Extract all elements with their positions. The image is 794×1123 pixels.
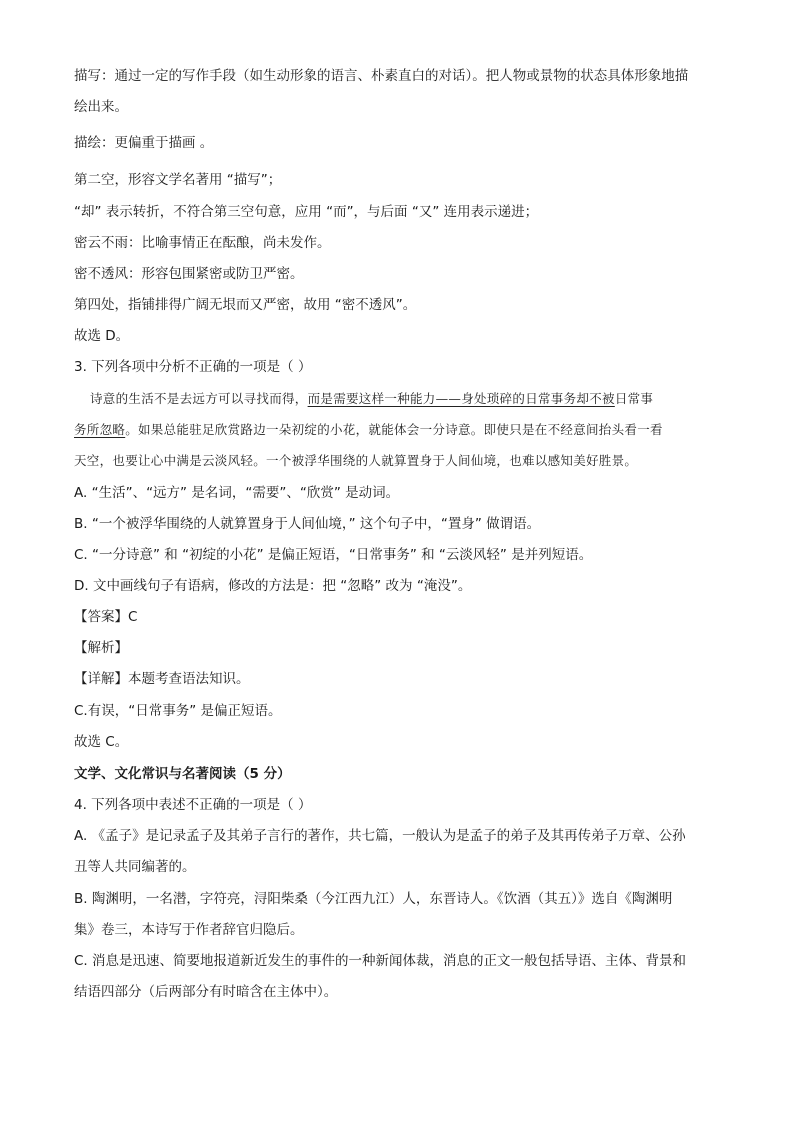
- text-line: 描写：通过一定的写作手段（如生动形象的语言、朴素直白的对话）。把人物或景物的状态具体形象地描: [74, 68, 689, 84]
- option-c: C. 消息是迅速、简要地报道新近发生的事件的一种新闻体裁，消息的正文一般包括导语、主体、背景和: [74, 953, 687, 969]
- option-a: A. “生活”、“远方” 是名词，“需要”、“欣赏” 是动词。: [74, 485, 400, 501]
- option-b: B. “一个被浮华围绕的人就算置身于人间仙境，” 这个句子中，“置身” 做谓语。: [74, 516, 541, 532]
- option-c: C. “一分诗意” 和 “初绽的小花” 是偏正短语，“日常事务” 和 “云淡风轻” 是并列短语。: [74, 547, 593, 563]
- option-a: A. 《孟子》是记录孟子及其弟子言行的著作，共七篇，一般认为是孟子的弟子及其再传弟子万章、公孙: [74, 828, 686, 844]
- text-line: 密云不雨：比喻事情正在酝酿，尚未发作。: [74, 235, 331, 251]
- detail-label: 【详解】本题考查语法知识。: [74, 671, 250, 687]
- option-b-cont: 集》卷三，本诗写于作者辞官归隐后。: [74, 922, 304, 938]
- text-line: 第二空，形容文学名著用 “描写”；: [74, 172, 282, 188]
- passage-line: 天空，也要让心中满是云淡风轻。一个被浮华围绕的人就算置身于人间仙境，也难以感知美好胜景。: [74, 453, 638, 468]
- text-line: “却” 表示转折，不符合第三空句意，应用 “而”，与后面 “又” 连用表示递进；: [74, 204, 539, 220]
- text-line: 故选 D。: [74, 328, 130, 344]
- text-line: 第四处，指铺排得广阔无垠而又严密，故用 “密不透风”。: [74, 297, 417, 313]
- text-line: 绘出来。: [74, 99, 128, 115]
- passage-line: [90, 389, 653, 409]
- answer-label: 【答案】C: [74, 609, 138, 625]
- question-3-stem: 3. 下列各项中分析不正确的一项是（ ）: [74, 359, 312, 375]
- question-4-stem: 4. 下列各项中表述不正确的一项是（ ）: [74, 797, 312, 813]
- passage-text: 日常事: [614, 391, 654, 406]
- analysis-label: 【解析】: [74, 640, 128, 656]
- section-heading: 文学、文化常识与名著阅读（5 分）: [74, 766, 291, 782]
- underlined-sentence: 务所忽略: [74, 422, 126, 437]
- text-line: 描绘：更偏重于描画 。: [74, 135, 214, 151]
- option-a-cont: 丑等人共同编著的。: [74, 859, 196, 875]
- option-c-cont: 结语四部分（后两部分有时暗含在主体中）。: [74, 984, 338, 1000]
- option-b: B. 陶渊明，一名潜，字符亮，浔阳柴桑（今江西九江）人，东晋诗人。《饮酒（其五）》选自《陶渊明: [74, 891, 673, 907]
- passage-text: 诗意的生活不是去远方可以寻找而得，: [90, 391, 308, 406]
- text-line: 密不透风：形容包围紧密或防卫严密。: [74, 266, 304, 282]
- text-line: 故选 C。: [74, 734, 129, 750]
- passage-text: 。如果总能驻足欣赏路边一朵初绽的小花，就能体会一分诗意。即使只是在不经意间抬头看一看: [125, 422, 663, 437]
- text-line: C.有误，“日常事务” 是偏正短语。: [74, 703, 282, 719]
- passage-line: [74, 420, 663, 440]
- underlined-sentence: 而是需要这样一种能力——身处琐碎的日常事务却不被: [307, 391, 615, 406]
- option-d: D. 文中画线句子有语病，修改的方法是：把 “忽略” 改为 “淹没”。: [74, 578, 472, 594]
